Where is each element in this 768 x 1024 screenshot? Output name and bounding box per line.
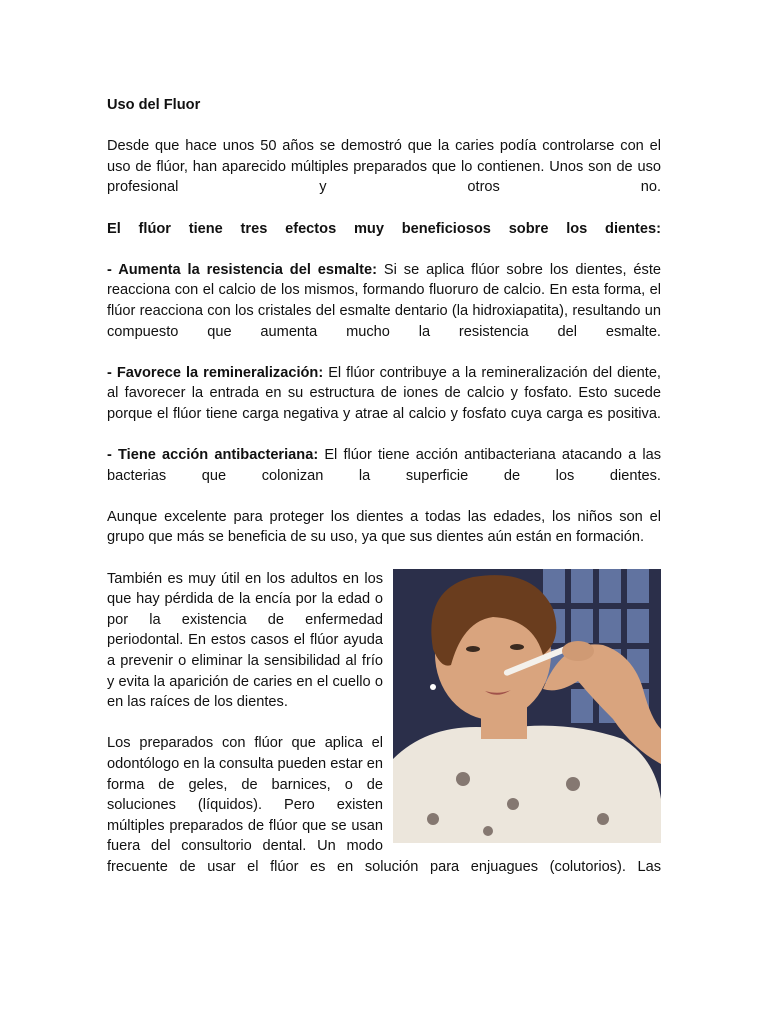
effect-label: - Favorece la remineralización: [107,364,324,381]
woman-brushing-teeth-photo [393,569,661,843]
photo-illustration [393,569,661,843]
effect-text: El flúor tiene acción antibacteriana atacando a las bacterias que colonizan la superficie de los dientes. [107,447,662,484]
effects-heading [107,219,661,240]
children-paragraph: Aunque excelente para proteger los dientes a todas las edades, los niños son el grupo que más se beneficia de su uso, ya que sus dientes aún están en formación. [107,508,661,546]
effects-heading-text: El flúor tiene tres efectos muy beneficiosos sobre los dientes: [107,220,661,237]
document-body [107,95,661,898]
effect-paragraph-remineralization [107,363,661,425]
effect-label: - Aumenta la resistencia del esmalte: [107,261,377,278]
adults-paragraph: También es muy útil en los adultos en los que hay pérdida de la encía por la edad o por la existencia de enfermedad periodontal. En estos casos el flúor ayuda a prevenir o eliminar la sensibilidad al frío y evita la aparición de caries en el cuello o en las raíces de los dientes. [107,570,383,711]
effect-label: - Tiene acción antibacteriana: [107,447,319,464]
preparations-paragraph: Los preparados con flúor que aplica el odontólogo en la consulta pueden estar en forma de geles, de barnices, o de soluciones (líquidos). Pero existen múltiples preparados de flúor que se usan fuera del consultorio dental. Un modo frecuente de usar el flúor es en solución para enjuagues (colutorios). Las [107,735,661,875]
effect-text: El flúor contribuye a la remineralización del diente, al favorecer la entrada en su estructura de iones de calcio y fosfato. Esto sucede porque el flúor tiene carga negativa y atrae al calcio y fosfato cuya carga es positiva. [107,364,661,422]
effect-text: Si se aplica flúor sobre los dientes, éste reacciona con el calcio de los mismos, formando fluoruro de calcio. En esta forma, el flúor reacciona con los cristales del esmalte dentario (la hidroxiapatita), resultando un compuesto que aumenta mucho la resistencia del esmalte. [107,261,661,340]
intro-paragraph: Desde que hace unos 50 años se demostró que la caries podía controlarse con el uso de flúor, han aparecido múltiples preparados que lo contienen. Unos son de uso profesional y otros no. [107,138,661,196]
effect-paragraph-antibacterial [107,445,661,486]
document-title: Uso del Fluor [107,97,201,113]
effect-paragraph-enamel [107,260,661,342]
